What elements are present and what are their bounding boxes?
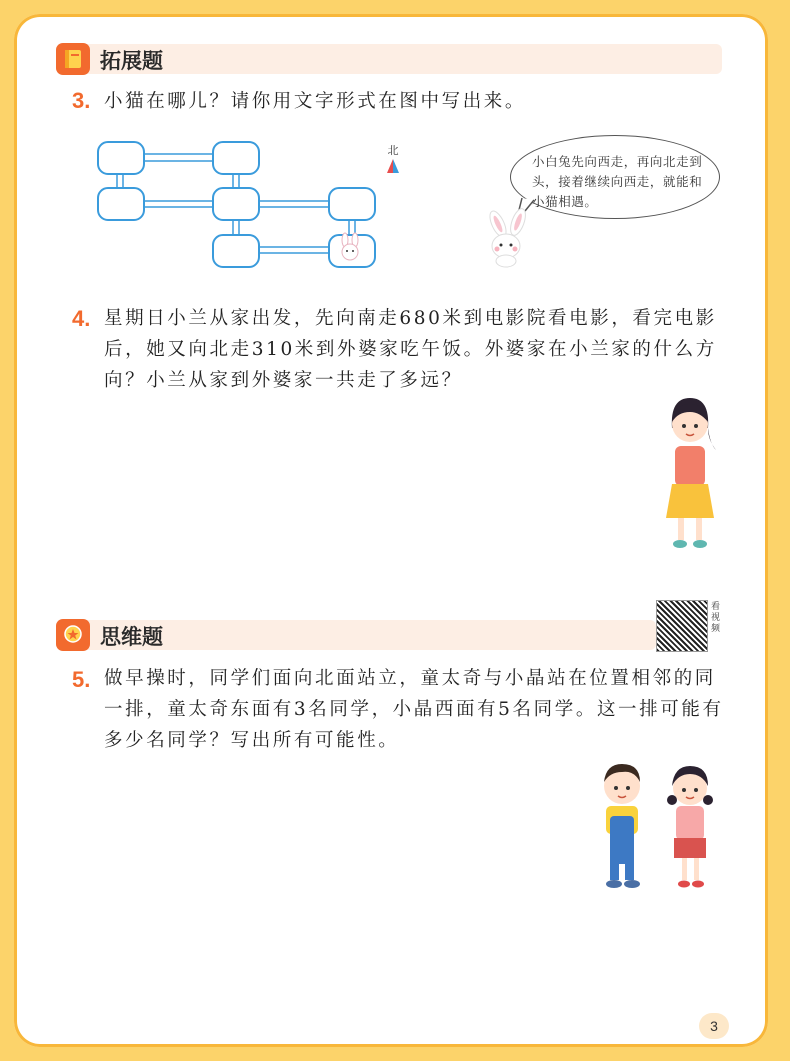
question-text-3: 小猫在哪儿？请你用文字形式在图中写出来。 [104,91,527,112]
girl-figure [667,766,713,888]
section-title-expand: 拓展题 [100,49,163,73]
section-title-thinking: 思维题 [100,625,163,649]
map-cell [213,188,259,220]
question-text-4: 星期日小兰从家出发，先向南走680米到电影院看电影，看完电影后，她又向北走310米到外婆家吃午饭。外婆家在小兰家的什么方向？小兰从家到外婆家一共走了多远？ [104,308,717,391]
book-icon [56,43,90,75]
map-cell [213,142,259,174]
medal-icon [56,619,90,651]
map-cell [98,188,144,220]
rabbit-illustration [482,208,534,268]
north-indicator [383,142,403,177]
qr-video-label[interactable]: 看视频 [711,602,721,634]
question-text-5: 做早操时，同学们面向北面站立，童太奇与小晶站在位置相邻的同一排，童太奇东面有3名同学，小晶西面有5名同学。这一排可能有多少名同学？写出所有可能性。 [104,668,724,751]
girl-illustration [650,394,730,554]
direction-map [96,140,386,275]
map-cell [98,142,144,174]
north-label: 北 [387,144,399,157]
question-number-5: 5. [72,667,91,692]
qr-code[interactable] [656,600,708,652]
question-number-3: 3. [72,88,91,113]
map-cell [329,188,375,220]
question-number-4: 4. [72,306,91,331]
children-illustration [590,760,720,895]
page-number: 3 [699,1013,729,1039]
speech-bubble-text: 小白兔先向西走，再向北走到头，接着继续向西走，就能和小猫相遇。 [532,154,703,209]
boy-figure [604,764,640,888]
map-cell [213,235,259,267]
north-arrow-icon [386,158,400,174]
